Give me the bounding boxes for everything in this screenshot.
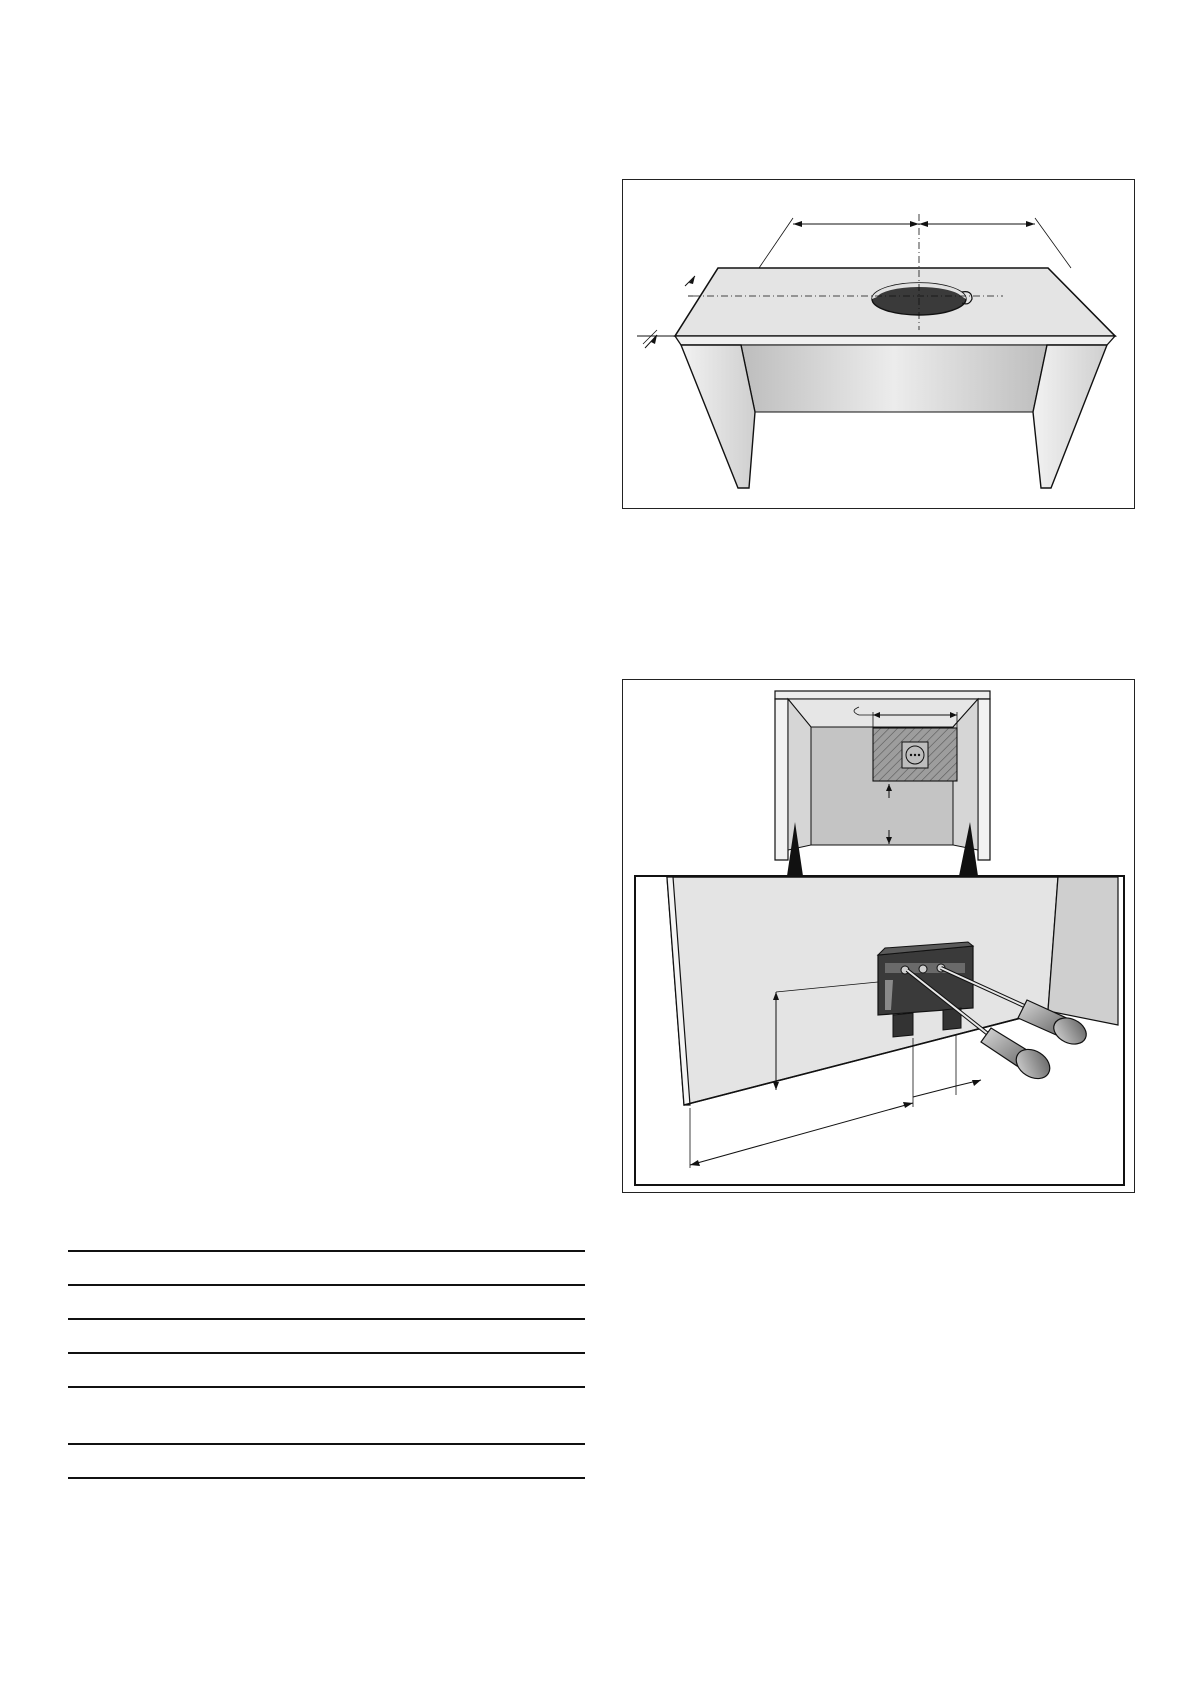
cabinet-left-side: [681, 345, 755, 488]
cabinet-cutout-illustration: [622, 179, 1135, 509]
table-rule: [68, 1443, 585, 1445]
cabinet-front-view: [775, 691, 990, 876]
table-rule: [68, 1477, 585, 1479]
cabinet-front-edge: [675, 336, 1115, 345]
table-rule: [68, 1318, 585, 1320]
bracket-mounting-drawing: [623, 680, 1136, 1194]
cabinet-inner-back: [741, 345, 1047, 412]
cabinet-right-wall: [1048, 877, 1118, 1025]
table-rule: [68, 1352, 585, 1354]
cabinet-cutout-drawing: [623, 180, 1136, 510]
cabinet-right-side: [1033, 345, 1107, 488]
table-rule: [68, 1386, 585, 1388]
wall-bracket-mounting-illustration: [622, 679, 1135, 1193]
table-rule: [68, 1284, 585, 1286]
table-rule: [68, 1250, 585, 1252]
